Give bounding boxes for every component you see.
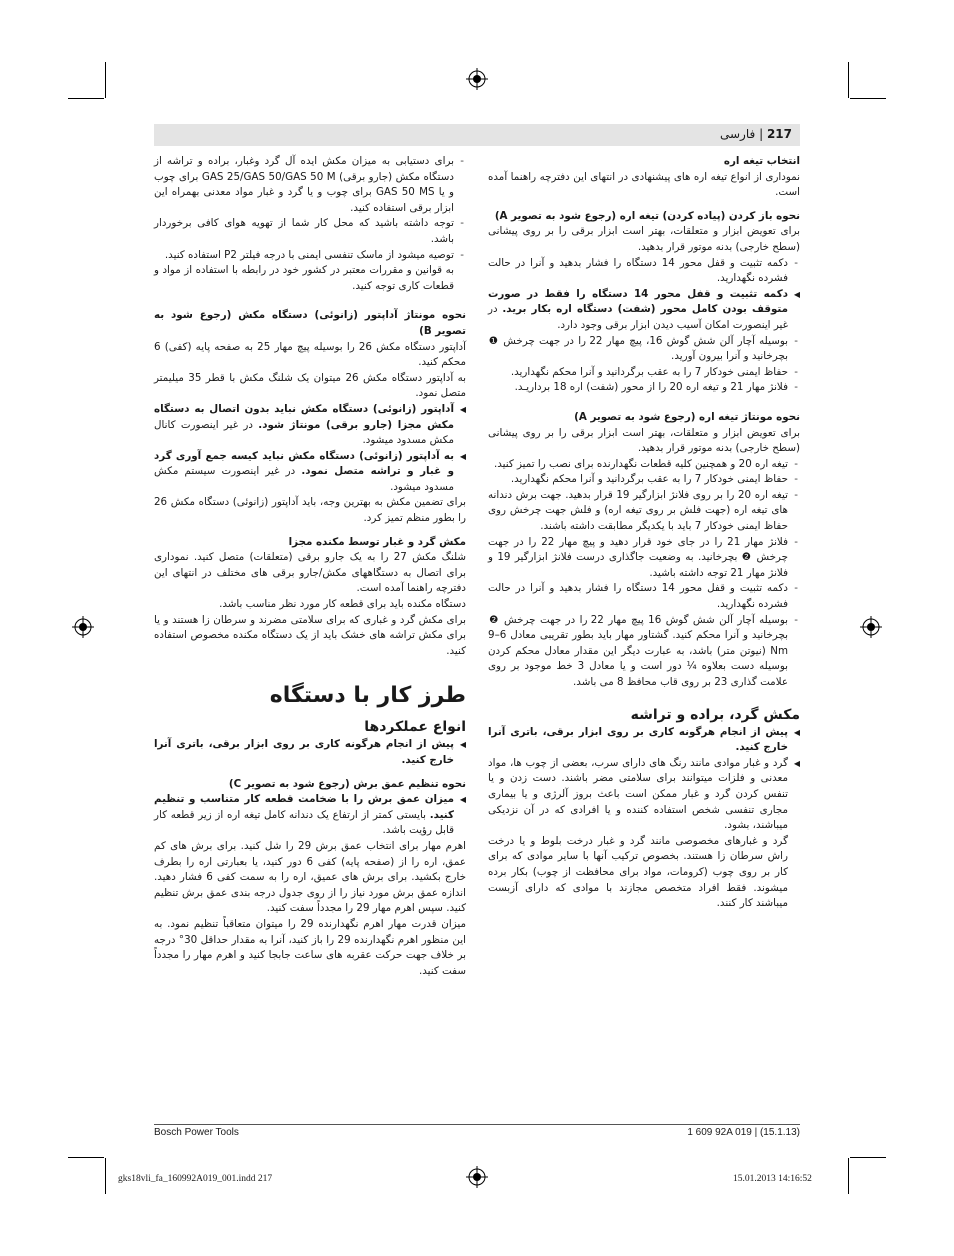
warning-bold-text: پیش از انجام هرگونه کاری بر روی ابزار برقی، باتری آنرا خارج کنید. [488, 725, 788, 754]
page-header-label [720, 127, 792, 141]
warning-bold-text: دکمه تثبیت و قفل محور 14 دستگاه را فقط در صورت متوقف بودن کامل محور (شفت) دستگاه اره بکار برید. [488, 287, 788, 316]
crop-mark [848, 62, 849, 98]
list-item: - تیغه اره 20 و همچنین کلیه قطعات نگهدارنده برای نصب را تمیز کنید. [488, 457, 800, 473]
registration-mark-icon [860, 616, 882, 638]
warning-item [154, 792, 466, 839]
list-item: - تیغه اره 20 را بر روی فلانژ ابزارگیر 19 قرار بدهید. جهت برش دندانه های تیغه اره (جهت فلش بر روی تیغه اره) و فلش جهت چرخش روی حفاظ ایمنی خودکار 7 باید با یکدیگر مطابقت داشته باشند. [488, 488, 800, 535]
footer-doc-code: 1 609 92A 019 | (15.1.13) [687, 1127, 800, 1138]
paragraph: برای تضمین مکش به بهترین وجه، باید آداپتور (زانوئی) دستگاه مکش 26 را بطور منظم تمیز کرد. [154, 496, 466, 525]
section-title-blade-removal: نحوه باز کردن (پیاده کردن) تیغه اره (رجوع شود به تصویر A) [494, 209, 800, 222]
paragraph: برای مکش گرد و غباری که برای سلامتی مضرند و سرطان زا هستند و یا برای مکش تراشه های خشک باید از یک دستگاه مکنده مخصوص استفاده کنید. [154, 613, 466, 657]
section-title-blade-mounting: نحوه مونتاژ تیغه اره (رجوع شود به تصویر A) [574, 410, 800, 423]
paragraph: آداپتور دستگاه مکش 26 را بوسیله پیچ مهار 25 به صفحه پایه (کفی) 6 محکم کنید. [154, 340, 466, 369]
crop-mark [848, 1158, 849, 1194]
footer-publisher: Bosch Power Tools [154, 1127, 239, 1138]
warning-bold-text: میزان عمق برش را با ضخامت قطعه کار متناسب و تنظیم کنید. [154, 793, 454, 821]
paragraph: میزان قدرت مهار اهرم نگهدارنده 29 را میتوان متعاقباً تنظیم نمود. به این منظور اهرم نگهدارنده 29 را باز کنید، آنرا به مقدار حداقل 30° درجه بر خلاف جهت حرکت عقربه های ساعت جابجا کنید و اهرم مهار را مجدداً سفت کنید. [154, 917, 466, 977]
paragraph: نموداری از انواع تیغه اره های پیشنهادی در انتهای این دفترچه راهنما آمده است. [488, 170, 800, 199]
registration-mark-icon [72, 616, 94, 638]
section-title-cut-depth: نحوه تنظیم عمق برش (رجوع شود به تصویر C) [228, 777, 466, 790]
warning-item [488, 287, 800, 334]
warning-bold-text: به آداپتور (زانوئی) دستگاه مکش نباید کیسه جمع آوری گرد و غبار و تراشه متصل نمود. [154, 449, 454, 478]
warning-text: در غیر اینصورت کانال مکش مسدود میشود. [154, 418, 454, 447]
list-item: - حفاظ ایمنی خودکار 7 را به عقب برگردانید و آنرا محکم نگهدارید. [488, 472, 800, 488]
page-header [154, 124, 800, 146]
list-item: - حفاظ ایمنی خودکار 7 را به عقب برگردانید و آنرا محکم نگهدارید. [488, 365, 800, 381]
paragraph: شلنگ مکش 27 را به یک جارو برقی (متعلقات) متصل کنید. نموداری برای اتصال به دستگاههای مکش/جارو برقی های مختلف در انتهای این دفترچه راهنما آمده است. [154, 551, 466, 595]
section-title-dust-extraction: مکش گرد، براده و تراشه [630, 706, 800, 723]
paragraph: برای تعویض ابزار و متعلقات، بهتر است ابزار برقی را بر روی پیشانی (سطح خارجی) بدنه موتور قرار بدهید. [488, 225, 800, 253]
warning-text: در غیر اینصورت امکان آسیب دیدن ابزار برقی وجود دارد. [488, 303, 788, 331]
registration-mark-icon [466, 68, 488, 90]
paragraph: به آداپتور دستگاه مکش 26 میتوان یک شلنگ مکش با قطر 35 میلیمتر متصل نمود. [154, 371, 466, 400]
list-item: - توصیه میشود از ماسک تنفسی ایمنی با درجه فیلتر P2 استفاده کنید. [154, 248, 466, 264]
warning-text: گرد و غبار موادی مانند رنگ های دارای سرب، بعضی از چوب ها، مواد معدنی و فلزات میتوانند برای سلامتی مضر باشند. دست زدن و یا تنفس کردن گرد و غبار ممکن است باعث بروز آلرژی و یا بیماری مجاری تنفسی شخص استفاده کننده و یا افرادی که در آن نزدیکی میباشند، بشود. [488, 756, 788, 832]
list-item: - دکمه تثبیت و قفل محور 14 دستگاه را فشار بدهید و آنرا در حالت فشرده نگهدارید. [488, 256, 800, 287]
crop-mark [68, 1157, 104, 1158]
list-item: - فلانژ مهار 21 را در جای خود قرار دهید و پیچ مهار 22 را در جهت چرخش ❷ بچرخانید. به وضعیت جاگذاری درست فلانژ ابزارگیر 19 و فلانژ مهار 21 توجه داشته باشید. [488, 535, 800, 582]
list-item: - دکمه تثبیت و قفل محور 14 دستگاه را فشار بدهید و آنرا در حالت فشرده نگهدارید. [488, 581, 800, 612]
warning-bold-text: پیش از انجام هرگونه کاری بر روی ابزار برقی، باتری آنرا خارج کنید. [154, 738, 454, 766]
warning-bold-text: آداپتور (زانوئی) دستگاه مکش نباید بدون اتصال به دستگاه مکش مجزا (جارو برقی) مونتاژ شود. [154, 402, 454, 431]
warning-text: بایستی کمتر از ارتفاع یک دندانه کامل تیغه اره از زیر قطعه کار قابل رؤیت باشد. [154, 808, 454, 837]
list-item: - فلانژ مهار 21 و تیغه اره 20 را از محور (شفت) اره 18 برداریـد. [488, 380, 800, 396]
warning-item [488, 756, 800, 834]
list-item: - توجه داشته باشید که محل کار شما از تهویه هوای کافی برخوردار باشد. [154, 216, 466, 247]
section-title-operation: طرز کار با دستگاه [269, 683, 466, 709]
crop-mark [850, 1157, 886, 1158]
slug-date-info: 15.01.2013 14:16:52 [733, 1174, 812, 1184]
paragraph: به قوانین و مقررات معتبر در کشور خود در رابطه با استفاده از مواد و قطعات کاری توجه کنید. [154, 264, 454, 292]
crop-mark [105, 1158, 106, 1194]
list-item: - برای دستیابی به میزان مکش ایده آل گرد وغبار، براده و تراشه از دستگاه مکش (جارو برقی) GAS 25/GAS 50/GAS 50 M برای چوب و یا GAS 50 MS برای چوب و یا گرد و غبار مواد معدنی بهمراه این ابزار برقی استفاده کنید. [154, 154, 466, 216]
section-title-adapter: نحوه مونتاژ آداپتور (زانوئی) دستگاه مکش (رجوع شود به تصویر B) [154, 309, 466, 337]
section-title-operating-modes: انواع عملکردها [364, 719, 466, 736]
paragraph: گرد و غبارهای مخصوصی مانند گرد و غبار درخت بلوط و یا درخت راش سرطان زا هستند. بخصوص ترکیب آنها با سایر موادی که برای کار بر روی چوب (کرومات، مواد برای محافظت از چوب) بکار برده میشوند. فقط افراد متخصص مجازند با موادی که دارای آزبست میباشند کار کنند. [488, 834, 788, 910]
paragraph: دستگاه مکنده باید برای قطعه کار مورد نظر مناسب باشد. [219, 598, 466, 611]
warning-item [154, 402, 466, 449]
crop-mark [850, 98, 886, 99]
warning-item [488, 725, 800, 756]
registration-mark-icon [466, 1166, 488, 1188]
right-column [488, 154, 800, 912]
list-item: - بوسیله آچار آلن شش گوش 16 پیچ مهار 22 را در جهت چرخش ❷ بچرخانید و آنرا محکم کنید. گشتاور مهار باید بطور تقریبی معادل 6–9 Nm (نیوتن متر) باشد، به عبارت دیگر این مقدار معادل محکم کردن بوسیله دست بعلاوه ¼ دور است و یا معادل 3 خط موجود بر روی علامت گذاری 23 بر روی قاب محافظ 8 می باشد. [488, 613, 800, 691]
warning-text: در غیر اینصورت سیستم مکش مسدود میشود. [154, 465, 454, 493]
header-separator: | [759, 127, 764, 141]
header-language: فارسی [719, 127, 756, 141]
paragraph: اهرم مهار برای انتخاب عمق برش 29 را شل کنید. برای برش های کم عمق، اره را از (صفحه پایه) کفی 6 دور کنید، یا بعبارتی اره را بطرف خارج بکشید. برای برش های عمیق، اره را به سمت کفی 6 فشار دهید. اندازه عمق برش مورد نیاز را از روی جدول درجه بندی عمق برش تنظیم کنید. سپس اهرم مهار 29 را مجدداً سفت کنید. [154, 839, 467, 915]
footer-divider [154, 1124, 800, 1125]
warning-item [154, 449, 466, 496]
page-number: 217 [766, 127, 792, 141]
paragraph: برای تعویض ابزار و متعلقات، بهتر است ابزار برقی را بر روی پیشانی (سطح خارجی) بدنه موتور قرار بدهید. [488, 426, 800, 455]
warning-item [154, 737, 466, 768]
crop-mark [68, 98, 104, 99]
list-item: - بوسیله آچار آلن شش گوش 16، پیچ مهار 22 را در جهت چرخش ❶ بچرخانید و آنرا بیرون آورید. [488, 334, 800, 365]
section-title-blade-selection: انتخاب تیغه اره [723, 155, 800, 167]
section-title-external-extraction: مکش گرد و غبار توسط مکنده مجزا [288, 535, 466, 548]
crop-mark [105, 62, 106, 98]
slug-file-info: gks18vli_fa_160992A019_001.indd 217 [118, 1174, 273, 1184]
left-column [154, 154, 466, 979]
